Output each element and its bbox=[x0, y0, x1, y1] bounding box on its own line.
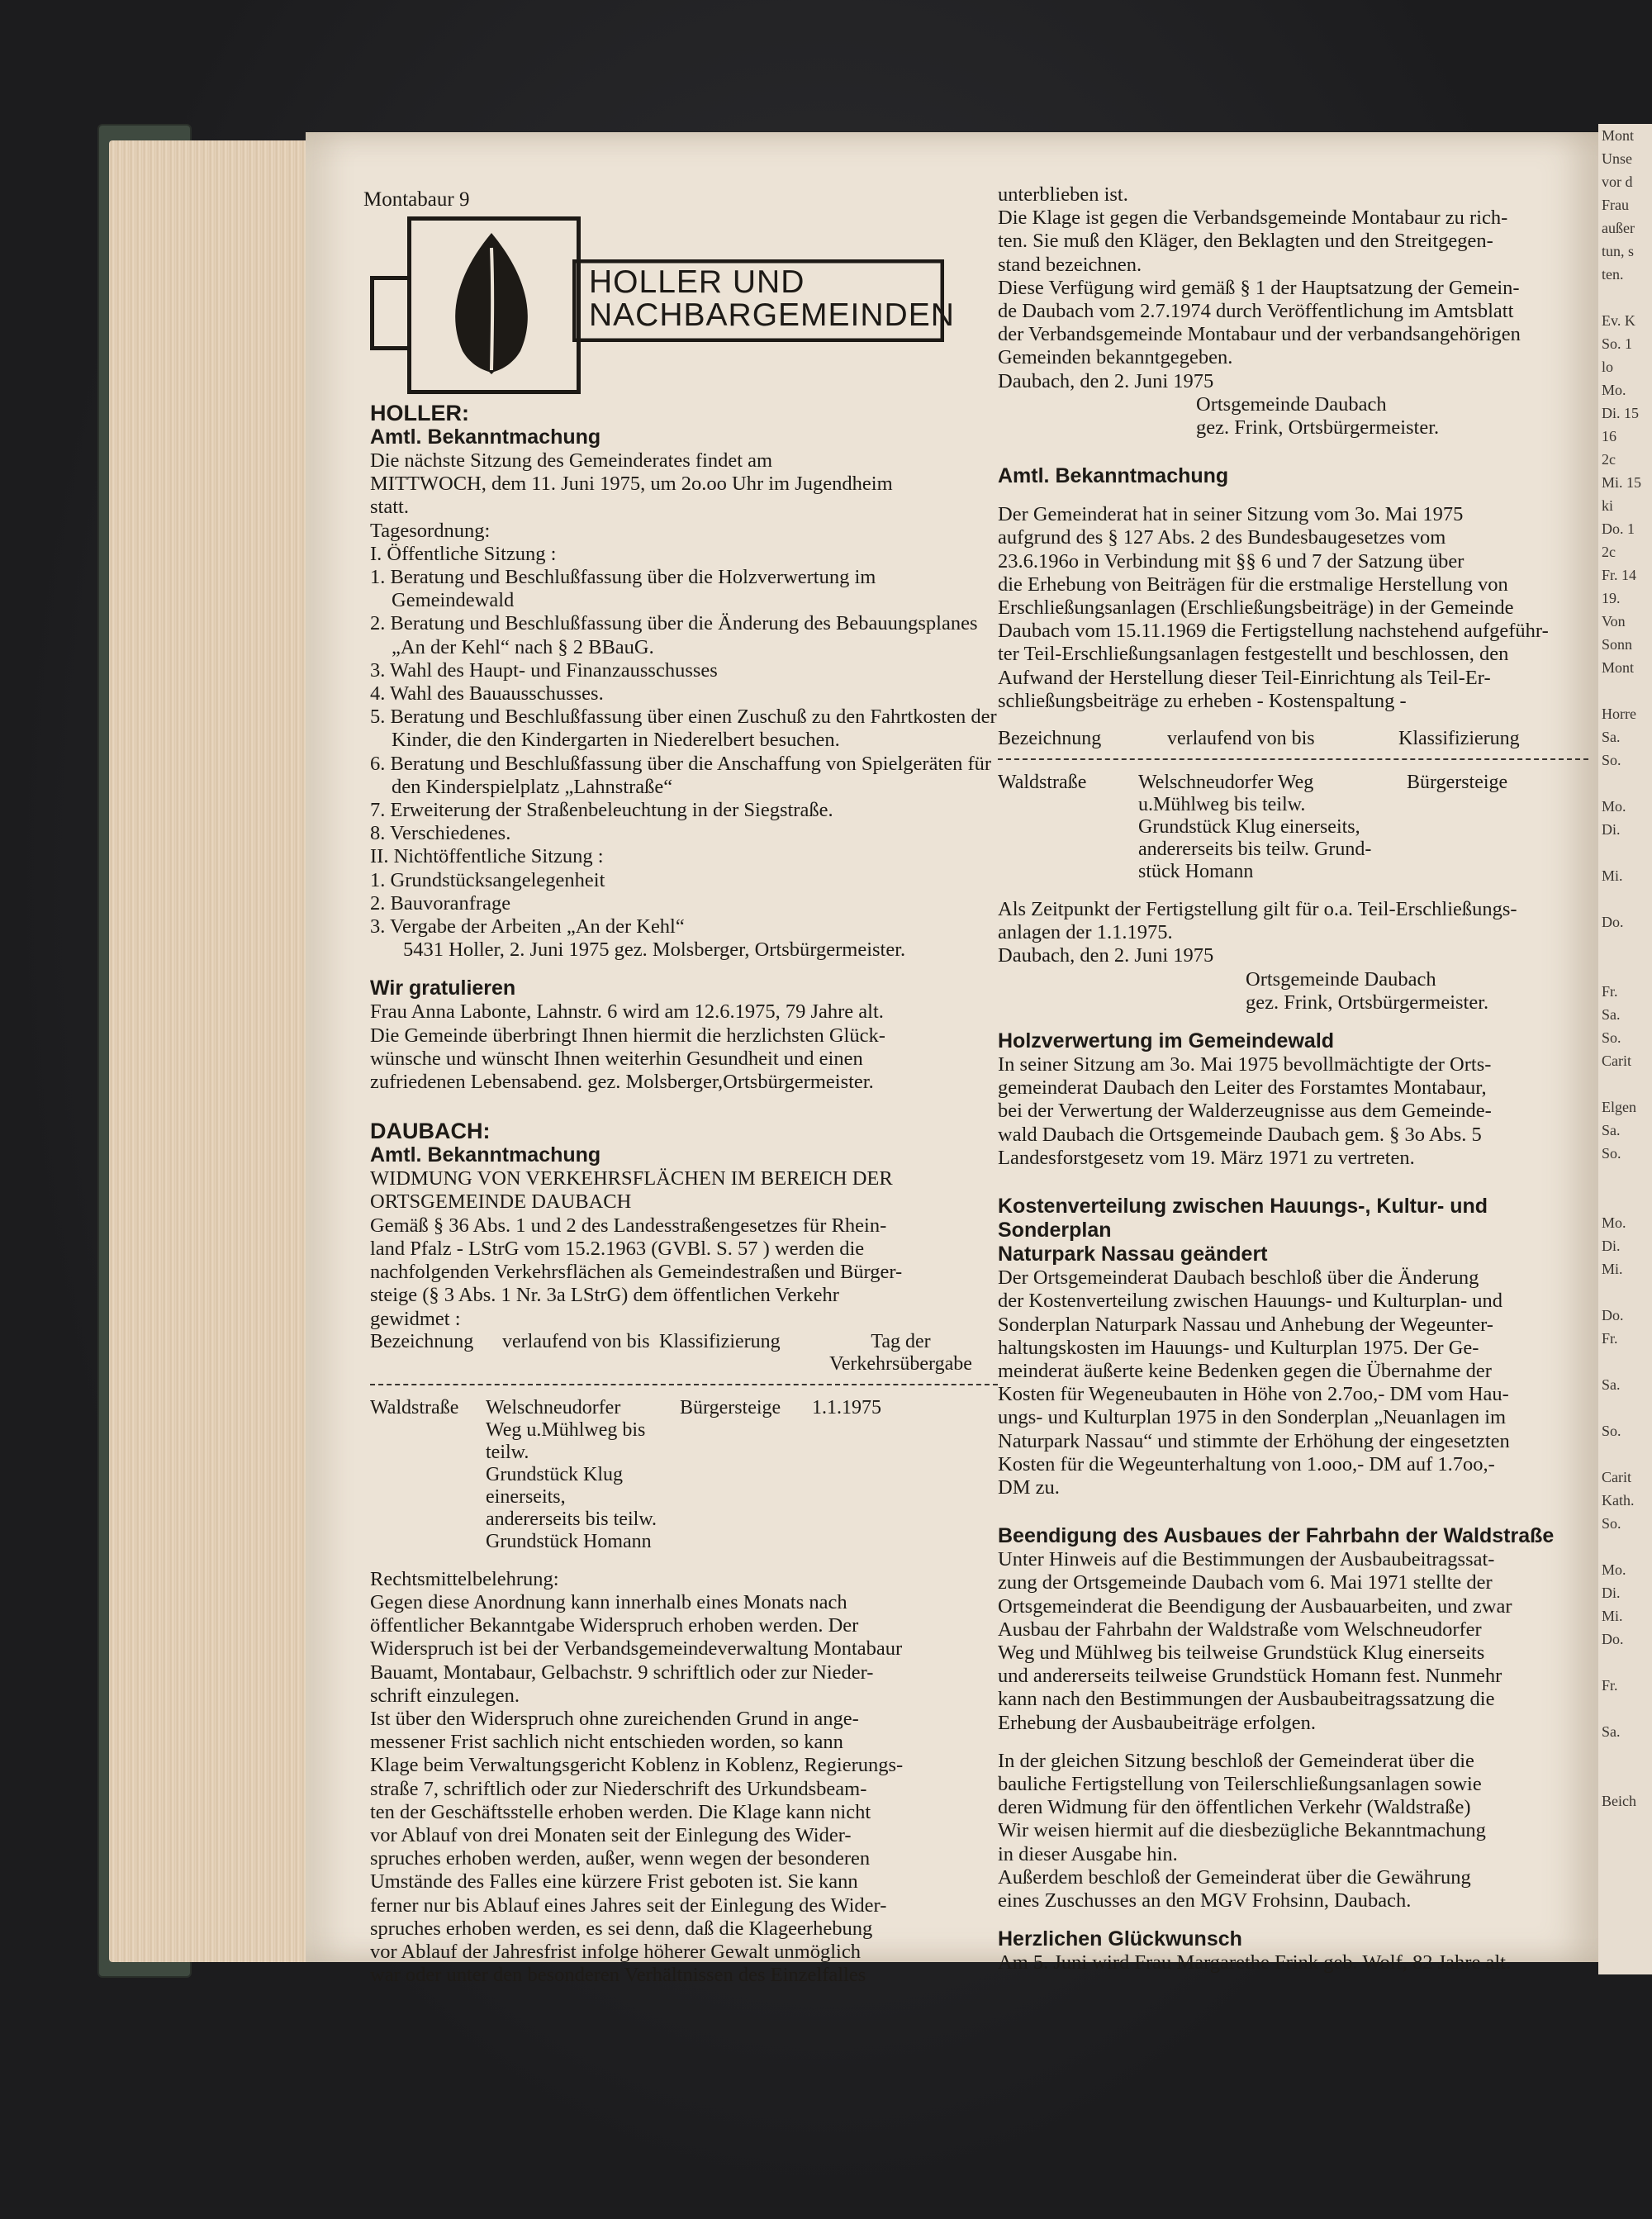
text-line: Gemeinden bekanntgegeben. bbox=[998, 346, 1233, 369]
text-line: meinderat äußerte keine Bedenken gegen die Übernahme der bbox=[998, 1359, 1492, 1382]
edge-fragment bbox=[1598, 1651, 1652, 1674]
agenda-title: Tagesordnung: bbox=[370, 519, 491, 542]
text-line: anlagen der 1.1.1975. bbox=[998, 921, 1173, 944]
edge-fragment: So. bbox=[1602, 1029, 1621, 1046]
text-line: ter Teil-Erschließungsanlagen festgestellt und beschlossen, den bbox=[998, 643, 1509, 666]
edge-fragment: Mo. bbox=[1602, 798, 1626, 815]
text-line: Als Zeitpunkt der Fertigstellung gilt für o.a. Teil-Erschließungs- bbox=[998, 898, 1517, 921]
leaf-icon bbox=[446, 231, 537, 376]
ausbau-text-2 bbox=[998, 1750, 1588, 1913]
text-line: und andererseits teilweise Grundstück Homann fest. Nunmehr bbox=[998, 1665, 1502, 1688]
table-cell-route bbox=[486, 1397, 680, 1553]
text-line: Kosten für die Wegeunterhaltung von 1.ooo,- DM auf 1.7oo,- bbox=[998, 1452, 1495, 1475]
table-cell-date: 1.1.1975 bbox=[812, 1396, 881, 1418]
edge-fragment: Mo. bbox=[1602, 1214, 1626, 1231]
text-line: In seiner Sitzung am 3o. Mai 1975 bevollmächtigte der Orts- bbox=[998, 1053, 1492, 1076]
text-line: eines Zuschusses an den MGV Frohsinn, Daubach. bbox=[998, 1889, 1412, 1912]
holz-text bbox=[998, 1053, 1588, 1170]
edge-fragment bbox=[1598, 887, 1652, 910]
text-line: schrift einzulegen. bbox=[370, 1684, 520, 1707]
edge-fragment: Fr. bbox=[1602, 1330, 1618, 1347]
edge-fragment: Mont bbox=[1602, 127, 1635, 144]
text-line: stück Homann bbox=[1138, 861, 1254, 883]
text-line: Unter Hinweis auf die Bestimmungen der Ausbaubeitragssat- bbox=[998, 1548, 1495, 1571]
glueckwunsch-text: Am 5. Juni wird Frau Margarethe Frink geb. Wolf, 82 Jahre alt. bbox=[998, 1951, 1512, 1974]
text-line: Diese Verfügung wird gemäß § 1 der Hauptsatzung der Gemein- bbox=[998, 276, 1520, 299]
text-line: aufgrund des § 127 Abs. 2 des Bundesbaugesetzes vom bbox=[998, 526, 1446, 549]
table-header-cell: Bezeichnung bbox=[998, 728, 1102, 750]
daubach-place-heading: DAUBACH: bbox=[370, 1119, 491, 1144]
text-line: wald Daubach die Ortsgemeinde Daubach gem. § 3o Abs. 5 bbox=[998, 1123, 1482, 1146]
table-cell-name: Waldstraße bbox=[370, 1396, 459, 1418]
edge-fragment: lo bbox=[1602, 359, 1614, 375]
text-line: Weg u.Mühlweg bis teilw. bbox=[486, 1418, 646, 1463]
edge-fragment: außer bbox=[1602, 220, 1635, 236]
table-header-cell: Klassifizierung bbox=[1398, 728, 1520, 750]
text-line: de Daubach vom 2.7.1974 durch Veröffentlichung im Amtsblatt bbox=[998, 300, 1514, 323]
text-line: 1. Beratung und Beschlußfassung über die Holzverwertung im Gemeindewald bbox=[370, 566, 876, 612]
edge-fragment: Sa. bbox=[1602, 1376, 1621, 1393]
edge-fragment bbox=[1598, 1165, 1652, 1188]
text-line: gez. Frink, Ortsbürgermeister. bbox=[1196, 416, 1440, 440]
edge-fragment: Mont bbox=[1602, 659, 1635, 676]
text-line: Erhebung der Ausbaubeiträge erfolgen. bbox=[998, 1711, 1317, 1734]
text-line: andererseits bis teilw. bbox=[486, 1508, 657, 1530]
edge-fragment: Do. bbox=[1602, 1307, 1624, 1323]
table-header-cell: verlaufend von bis bbox=[1167, 728, 1315, 750]
text-line: Die Gemeinde überbringt Ihnen hiermit die herzlichsten Glück- bbox=[370, 1024, 885, 1047]
edge-fragment bbox=[1598, 1281, 1652, 1304]
edge-fragment: Unse bbox=[1602, 150, 1632, 167]
text-line: Ortsgemeinde Daubach bbox=[1196, 392, 1387, 416]
edge-fragment: Do. bbox=[1602, 914, 1624, 930]
fertigstellung-table-header bbox=[998, 728, 1588, 750]
edge-fragment: Sa. bbox=[1602, 1723, 1621, 1740]
text-line: 2. Bauvoranfrage bbox=[370, 891, 511, 915]
text-line: die Erhebung von Beiträgen für die erstmalige Herstellung von bbox=[998, 573, 1508, 596]
amtl-2-after bbox=[998, 898, 1588, 968]
text-line: In der gleichen Sitzung beschloß der Gemeinderat über die bbox=[998, 1749, 1474, 1772]
edge-fragment: Di. 15 bbox=[1602, 405, 1639, 421]
text-line: Bauamt, Montabaur, Gelbachstr. 9 schriftlich oder zur Nieder- bbox=[370, 1661, 874, 1684]
running-head: Montabaur 9 bbox=[363, 188, 470, 211]
text-line: Grundstück Klug einerseits, bbox=[486, 1463, 623, 1508]
text-line: wünsche und wünscht Ihnen weiterhin Gesundheit und einen bbox=[370, 1047, 863, 1070]
text-line: MITTWOCH, dem 11. Juni 1975, um 2o.oo Uhr im Jugendheim bbox=[370, 473, 893, 496]
edge-fragment: Elgen bbox=[1602, 1099, 1636, 1115]
text-line: 2. Beratung und Beschlußfassung über die Änderung des Bebauungsplanes „An der Kehl“ nach § 2 BBauG. bbox=[370, 612, 978, 658]
text-line: WIDMUNG VON VERKEHRSFLÄCHEN IM BEREICH DER bbox=[370, 1167, 893, 1190]
edge-fragment: vor d bbox=[1602, 173, 1633, 190]
text-line: Umstände des Falles eine kürzere Frist geboten ist. Sie kann bbox=[370, 1870, 858, 1894]
text-line: u.Mühlweg bis teilw. bbox=[1138, 794, 1306, 816]
edge-fragment: Mo. bbox=[1602, 382, 1626, 398]
edge-fragment: Mi. bbox=[1602, 867, 1623, 884]
edge-fragment: So. bbox=[1602, 1145, 1621, 1162]
text-line: Widerspruch ist bei der Verbandsgemeindeverwaltung Montabaur bbox=[370, 1637, 903, 1661]
edge-fragment bbox=[1598, 934, 1652, 957]
edge-fragment: Do. 1 bbox=[1602, 520, 1635, 537]
edge-fragment: 2c bbox=[1602, 451, 1616, 468]
edge-fragment: Sa. bbox=[1602, 729, 1621, 745]
edge-fragment bbox=[1598, 1396, 1652, 1419]
text-line: Kostenverteilung zwischen Hauungs-, Kultur- und Sonderplan bbox=[998, 1195, 1488, 1243]
edge-fragment: Do. bbox=[1602, 1631, 1624, 1647]
text-line: kann nach den Bestimmungen der Ausbaubeitragssatzung die bbox=[998, 1688, 1495, 1711]
right-column bbox=[998, 183, 1588, 1974]
text-line: Sonderplan Naturpark Nassau und Anhebung der Wegeunter- bbox=[998, 1313, 1493, 1336]
text-line: zufriedenen Lebensabend. gez. Molsberger,Ortsbürgermeister. bbox=[370, 1071, 874, 1094]
widmung-title bbox=[370, 1167, 998, 1214]
edge-fragment: Sa. bbox=[1602, 1006, 1621, 1023]
edge-fragment: Sonn bbox=[1602, 636, 1633, 653]
text-line: Ist über den Widerspruch ohne zureichenden Grund in ange- bbox=[370, 1707, 859, 1730]
table-dash-rule bbox=[370, 1384, 998, 1385]
text-line: war oder unter den besonderen Verhältnissen des Einzelfalles bbox=[370, 1964, 866, 1987]
text-line: gez. Frink, Ortsbürgermeister. bbox=[1246, 991, 1489, 1014]
daubach-notice-heading: Amtl. Bekanntmachung bbox=[370, 1143, 601, 1167]
text-line: 8. Verschiedenes. bbox=[370, 822, 511, 845]
widmung-text bbox=[370, 1214, 998, 1331]
text-line: vor Ablauf der Jahresfrist infolge höherer Gewalt unmöglich bbox=[370, 1940, 861, 1963]
text-line: haltungskosten im Hauungs- und Kulturplan 1975. Der Ge- bbox=[998, 1336, 1479, 1359]
text-line: ungs- und Kulturplan 1975 in den Sonderplan „Neuanlagen im bbox=[998, 1406, 1507, 1429]
edge-fragment: Kath. bbox=[1602, 1492, 1635, 1509]
rechtsmittel-text bbox=[370, 1591, 998, 1987]
edge-fragment: Mo. bbox=[1602, 1561, 1626, 1578]
text-line: land Pfalz - LStrG vom 15.2.1963 (GVBl. S. 57 ) werden die bbox=[370, 1237, 865, 1260]
text-line: Ortsgemeinderat die Beendigung der Ausbauarbeiten, und zwar bbox=[998, 1594, 1512, 1618]
edge-fragment: tun, s bbox=[1602, 243, 1635, 259]
text-line: 23.6.196o in Verbindung mit §§ 6 und 7 der Satzung über bbox=[998, 549, 1464, 573]
text-line: Daubach, den 2. Juni 1975 bbox=[998, 944, 1214, 967]
text-line: 4. Wahl des Bauausschusses. bbox=[370, 682, 604, 706]
logo-title-line-2: NACHBARGEMEINDEN bbox=[589, 297, 955, 333]
text-line: Gemäß § 36 Abs. 1 und 2 des Landesstraßengesetzes für Rhein- bbox=[370, 1214, 887, 1237]
text-line: Gegen diese Anordnung kann innerhalb eines Monats nach bbox=[370, 1590, 847, 1613]
ausbau-heading: Beendigung des Ausbaues der Fahrbahn der Waldstraße bbox=[998, 1524, 1555, 1548]
text-line: 3. Wahl des Haupt- und Finanzausschusses bbox=[370, 658, 718, 682]
agenda-public-heading: I. Öffentliche Sitzung : bbox=[370, 542, 557, 565]
edge-fragment bbox=[1598, 1072, 1652, 1095]
edge-fragment bbox=[1598, 841, 1652, 864]
holler-intro bbox=[370, 449, 998, 520]
next-page-edge bbox=[1598, 124, 1652, 1974]
text-line: 7. Erweiterung der Straßenbeleuchtung in der Siegstraße. bbox=[370, 799, 833, 822]
table-cell-class: Bürgersteige bbox=[1407, 772, 1508, 794]
edge-fragment: 19. bbox=[1602, 590, 1621, 606]
holler-signature: 5431 Holler, 2. Juni 1975 gez. Molsberger, Ortsbürgermeister. bbox=[403, 938, 906, 962]
fertigstellung-table-body bbox=[998, 772, 1588, 883]
edge-fragment: Carit bbox=[1602, 1052, 1631, 1069]
widmung-table-body bbox=[370, 1397, 998, 1553]
section-logo bbox=[370, 216, 965, 394]
edge-fragment: 2c bbox=[1602, 544, 1616, 560]
ausbau-text bbox=[998, 1548, 1588, 1735]
text-line: Die Klage ist gegen die Verbandsgemeinde Montabaur zu rich- bbox=[998, 207, 1508, 230]
table-row bbox=[370, 1397, 998, 1553]
kosten-text bbox=[998, 1266, 1588, 1499]
text-line: Daubach vom 15.11.1969 die Fertigstellung nachstehend aufgeführ- bbox=[998, 620, 1549, 643]
edge-fragment: So. bbox=[1602, 1423, 1621, 1439]
text-line: Aufwand der Herstellung dieser Teil-Einrichtung als Teil-Er- bbox=[998, 666, 1491, 689]
edge-fragment: Mi. 15 bbox=[1602, 474, 1642, 491]
table-header-cell: Klassifizierung bbox=[659, 1330, 781, 1352]
edge-fragment: Von bbox=[1602, 613, 1626, 630]
amtl-2-text bbox=[998, 503, 1588, 713]
edge-fragment bbox=[1598, 286, 1652, 309]
text-line: unterblieben ist. bbox=[998, 183, 1128, 206]
edge-fragment: 16 bbox=[1602, 428, 1616, 444]
text-line: Landesforstgesetz vom 19. März 1971 zu vertreten. bbox=[998, 1146, 1415, 1169]
text-line: Der Ortsgemeinderat Daubach beschloß über die Änderung bbox=[998, 1266, 1479, 1290]
text-line: Außerdem beschloß der Gemeinderat über die Gewährung bbox=[998, 1865, 1471, 1889]
edge-fragment bbox=[1598, 1188, 1652, 1211]
text-line: Grundstück Homann bbox=[486, 1530, 652, 1552]
text-line: Erschließungsanlagen (Erschließungsbeiträge) in der Gemeinde bbox=[998, 596, 1514, 620]
edge-fragment bbox=[1598, 1535, 1652, 1558]
edge-fragment: Fr. bbox=[1602, 983, 1618, 1000]
text-line: andererseits bis teilw. Grund- bbox=[1138, 839, 1372, 861]
table-header-cell: Bezeichnung bbox=[370, 1330, 474, 1352]
text-line: Ortsgemeinde Daubach bbox=[1246, 967, 1436, 991]
edge-fragment: ten. bbox=[1602, 266, 1624, 283]
text-line: deren Widmung für den öffentlichen Verkehr (Waldstraße) bbox=[998, 1796, 1471, 1819]
page-stack-edge bbox=[109, 140, 316, 1962]
text-line: ten der Geschäftsstelle erhoben werden. Die Klage kann nicht bbox=[370, 1800, 871, 1823]
text-line: 1. Grundstücksangelegenheit bbox=[370, 868, 605, 891]
text-line: 5. Beratung und Beschlußfassung über einen Zuschuß zu den Fahrtkosten der Kinder, die den Kindergarten in Niederelbert besuchen. bbox=[370, 706, 997, 752]
agenda-private-heading: II. Nichtöffentliche Sitzung : bbox=[370, 845, 604, 868]
text-line: stand bezeichnen. bbox=[998, 253, 1142, 276]
text-line: vor Ablauf von drei Monaten seit der Einlegung des Wider- bbox=[370, 1823, 852, 1846]
rechtsmittel-title: Rechtsmittelbelehrung: bbox=[370, 1567, 559, 1590]
logo-title-line-1: HOLLER UND bbox=[589, 264, 805, 300]
edge-fragment: ki bbox=[1602, 497, 1614, 514]
text-line: Frau Anna Labonte, Lahnstr. 6 wird am 12.6.1975, 79 Jahre alt. bbox=[370, 1000, 884, 1024]
text-line: Welschneudorfer bbox=[486, 1396, 621, 1418]
glueckwunsch-heading: Herzlichen Glückwunsch bbox=[998, 1927, 1242, 1951]
text-line: statt. bbox=[370, 496, 409, 519]
text-line: straße 7, schriftlich oder zur Niederschrift des Urkundsbeam- bbox=[370, 1777, 867, 1800]
text-line: Naturpark Nassau“ und stimmte der Erhöhung der eingesetzten bbox=[998, 1429, 1510, 1452]
text-line: schließungsbeiträge zu erheben - Kostenspaltung - bbox=[998, 689, 1407, 712]
amtl-2-signature bbox=[998, 968, 1588, 1014]
text-line: nachfolgenden Verkehrsflächen als Gemeindestraßen und Bürger- bbox=[370, 1261, 903, 1284]
edge-fragment: Mi. bbox=[1602, 1261, 1623, 1277]
widmung-table-header bbox=[370, 1331, 998, 1376]
text-line: ferner nur bis Ablauf eines Jahres seit der Einlegung des Wider- bbox=[370, 1894, 887, 1917]
widmung-table bbox=[370, 1331, 998, 1376]
edge-fragment bbox=[1598, 679, 1652, 702]
agenda-private-items bbox=[370, 869, 998, 939]
holler-notice-heading: Amtl. Bekanntmachung bbox=[370, 425, 601, 449]
edge-fragment: Mi. bbox=[1602, 1608, 1623, 1624]
edge-fragment bbox=[1598, 1442, 1652, 1466]
edge-fragment: So. bbox=[1602, 1515, 1621, 1532]
continuation-signature bbox=[998, 393, 1588, 440]
text-line: Wir weisen hiermit auf die diesbezügliche Bekanntmachung bbox=[998, 1819, 1486, 1842]
congrats-text bbox=[370, 1000, 998, 1094]
text-line: bei der Verwertung der Walderzeugnisse aus dem Gemeinde- bbox=[998, 1100, 1492, 1123]
edge-fragment bbox=[1598, 1743, 1652, 1766]
text-line: spruches erhoben werden, außer, wenn wegen der besonderen bbox=[370, 1847, 871, 1870]
edge-fragment bbox=[1598, 1697, 1652, 1720]
table-dash-rule-2 bbox=[998, 758, 1588, 760]
edge-fragment: Beich bbox=[1602, 1793, 1636, 1809]
agenda-public-items bbox=[370, 566, 998, 845]
amtl-2-heading: Amtl. Bekanntmachung bbox=[998, 464, 1229, 488]
edge-fragment bbox=[1598, 772, 1652, 795]
edge-fragment: Sa. bbox=[1602, 1122, 1621, 1138]
continuation-text bbox=[998, 183, 1588, 393]
text-line: ten. Sie muß den Kläger, den Beklagten und den Streitgegen- bbox=[998, 230, 1493, 253]
edge-fragment: Di. bbox=[1602, 821, 1621, 838]
text-line: ORTSGEMEINDE DAUBACH bbox=[370, 1190, 632, 1214]
text-line: Der Gemeinderat hat in seiner Sitzung vom 3o. Mai 1975 bbox=[998, 503, 1464, 526]
edge-fragment bbox=[1598, 957, 1652, 980]
edge-fragment: Ev. K bbox=[1602, 312, 1635, 329]
text-line: der Verbandsgemeinde Montabaur und der verbandsangehörigen bbox=[998, 323, 1521, 346]
text-line: in dieser Ausgabe hin. bbox=[998, 1842, 1178, 1865]
text-line: Grundstück Klug einerseits, bbox=[1138, 816, 1360, 839]
text-line: Die nächste Sitzung des Gemeinderates findet am bbox=[370, 449, 773, 472]
congrats-heading: Wir gratulieren bbox=[370, 976, 516, 1000]
text-line: DM zu. bbox=[998, 1475, 1060, 1499]
text-line: Klage beim Verwaltungsgericht Koblenz in Koblenz, Regierungs- bbox=[370, 1754, 904, 1777]
text-line: gewidmet : bbox=[370, 1307, 461, 1330]
text-line: 6. Beratung und Beschlußfassung über die Anschaffung von Spielgeräten für den Kinderspielplatz „Lahnstraße“ bbox=[370, 752, 992, 798]
fertigstellung-table bbox=[998, 728, 1588, 750]
text-line: Kosten für Wegeneubauten in Höhe von 2.7oo,- DM vom Hau- bbox=[998, 1383, 1509, 1406]
text-line: der Kostenverteilung zwischen Hauungs- und Kulturplan- und bbox=[998, 1290, 1502, 1313]
edge-fragment bbox=[1598, 1766, 1652, 1789]
edge-fragment: Fr. 14 bbox=[1602, 567, 1637, 583]
edge-fragment: Di. bbox=[1602, 1585, 1621, 1601]
edge-fragment: So. bbox=[1602, 752, 1621, 768]
table-cell-route bbox=[1138, 772, 1407, 883]
text-line: gemeinderat Daubach den Leiter des Forstamtes Montabaur, bbox=[998, 1076, 1487, 1100]
text-line: zung der Ortsgemeinde Daubach vom 6. Mai 1971 stellte der bbox=[998, 1571, 1493, 1594]
logo-title bbox=[589, 266, 955, 332]
holler-place-heading: HOLLER: bbox=[370, 401, 469, 425]
table-row bbox=[998, 772, 1588, 883]
text-line: 3. Vergabe der Arbeiten „An der Kehl“ bbox=[370, 915, 685, 938]
kosten-heading bbox=[998, 1195, 1588, 1266]
table-header-cell: Tag der Verkehrsübergabe bbox=[829, 1330, 972, 1375]
table-header-cell: verlaufend von bis bbox=[502, 1330, 650, 1352]
next-page-edge-text bbox=[1598, 124, 1652, 1813]
edge-fragment: Fr. bbox=[1602, 1677, 1618, 1694]
text-line: bauliche Fertigstellung von Teilerschließungsanlagen sowie bbox=[998, 1772, 1482, 1795]
edge-fragment: Frau bbox=[1602, 197, 1629, 213]
table-cell-name: Waldstraße bbox=[998, 772, 1087, 794]
text-line: steige (§ 3 Abs. 1 Nr. 3a LStrG) dem öffentlichen Verkehr bbox=[370, 1284, 839, 1307]
text-line: öffentlicher Bekanntgabe Widerspruch erhoben werden. Der bbox=[370, 1614, 859, 1637]
edge-fragment: Horre bbox=[1602, 706, 1636, 722]
text-line: Daubach, den 2. Juni 1975 bbox=[998, 369, 1214, 392]
holz-heading: Holzverwertung im Gemeindewald bbox=[998, 1029, 1335, 1053]
table-cell-class: Bürgersteige bbox=[680, 1396, 781, 1418]
text-line: Ausbau der Fahrbahn der Waldstraße vom Welschneudorfer bbox=[998, 1618, 1482, 1641]
edge-fragment: So. 1 bbox=[1602, 335, 1633, 352]
edge-fragment: Carit bbox=[1602, 1469, 1631, 1485]
text-line: spruches erhoben werden, es sei denn, daß die Klageerhebung bbox=[370, 1917, 873, 1940]
text-line: Welschneudorfer Weg bbox=[1138, 772, 1314, 794]
text-line: Weg und Mühlweg bis teilweise Grundstück Klug einerseits bbox=[998, 1641, 1485, 1664]
edge-fragment: Di. bbox=[1602, 1238, 1621, 1254]
left-column bbox=[370, 401, 998, 1987]
text-line: Naturpark Nassau geändert bbox=[998, 1243, 1268, 1266]
text-line: messener Frist sachlich nicht entschieden worden, so kann bbox=[370, 1731, 843, 1754]
edge-fragment bbox=[1598, 1350, 1652, 1373]
